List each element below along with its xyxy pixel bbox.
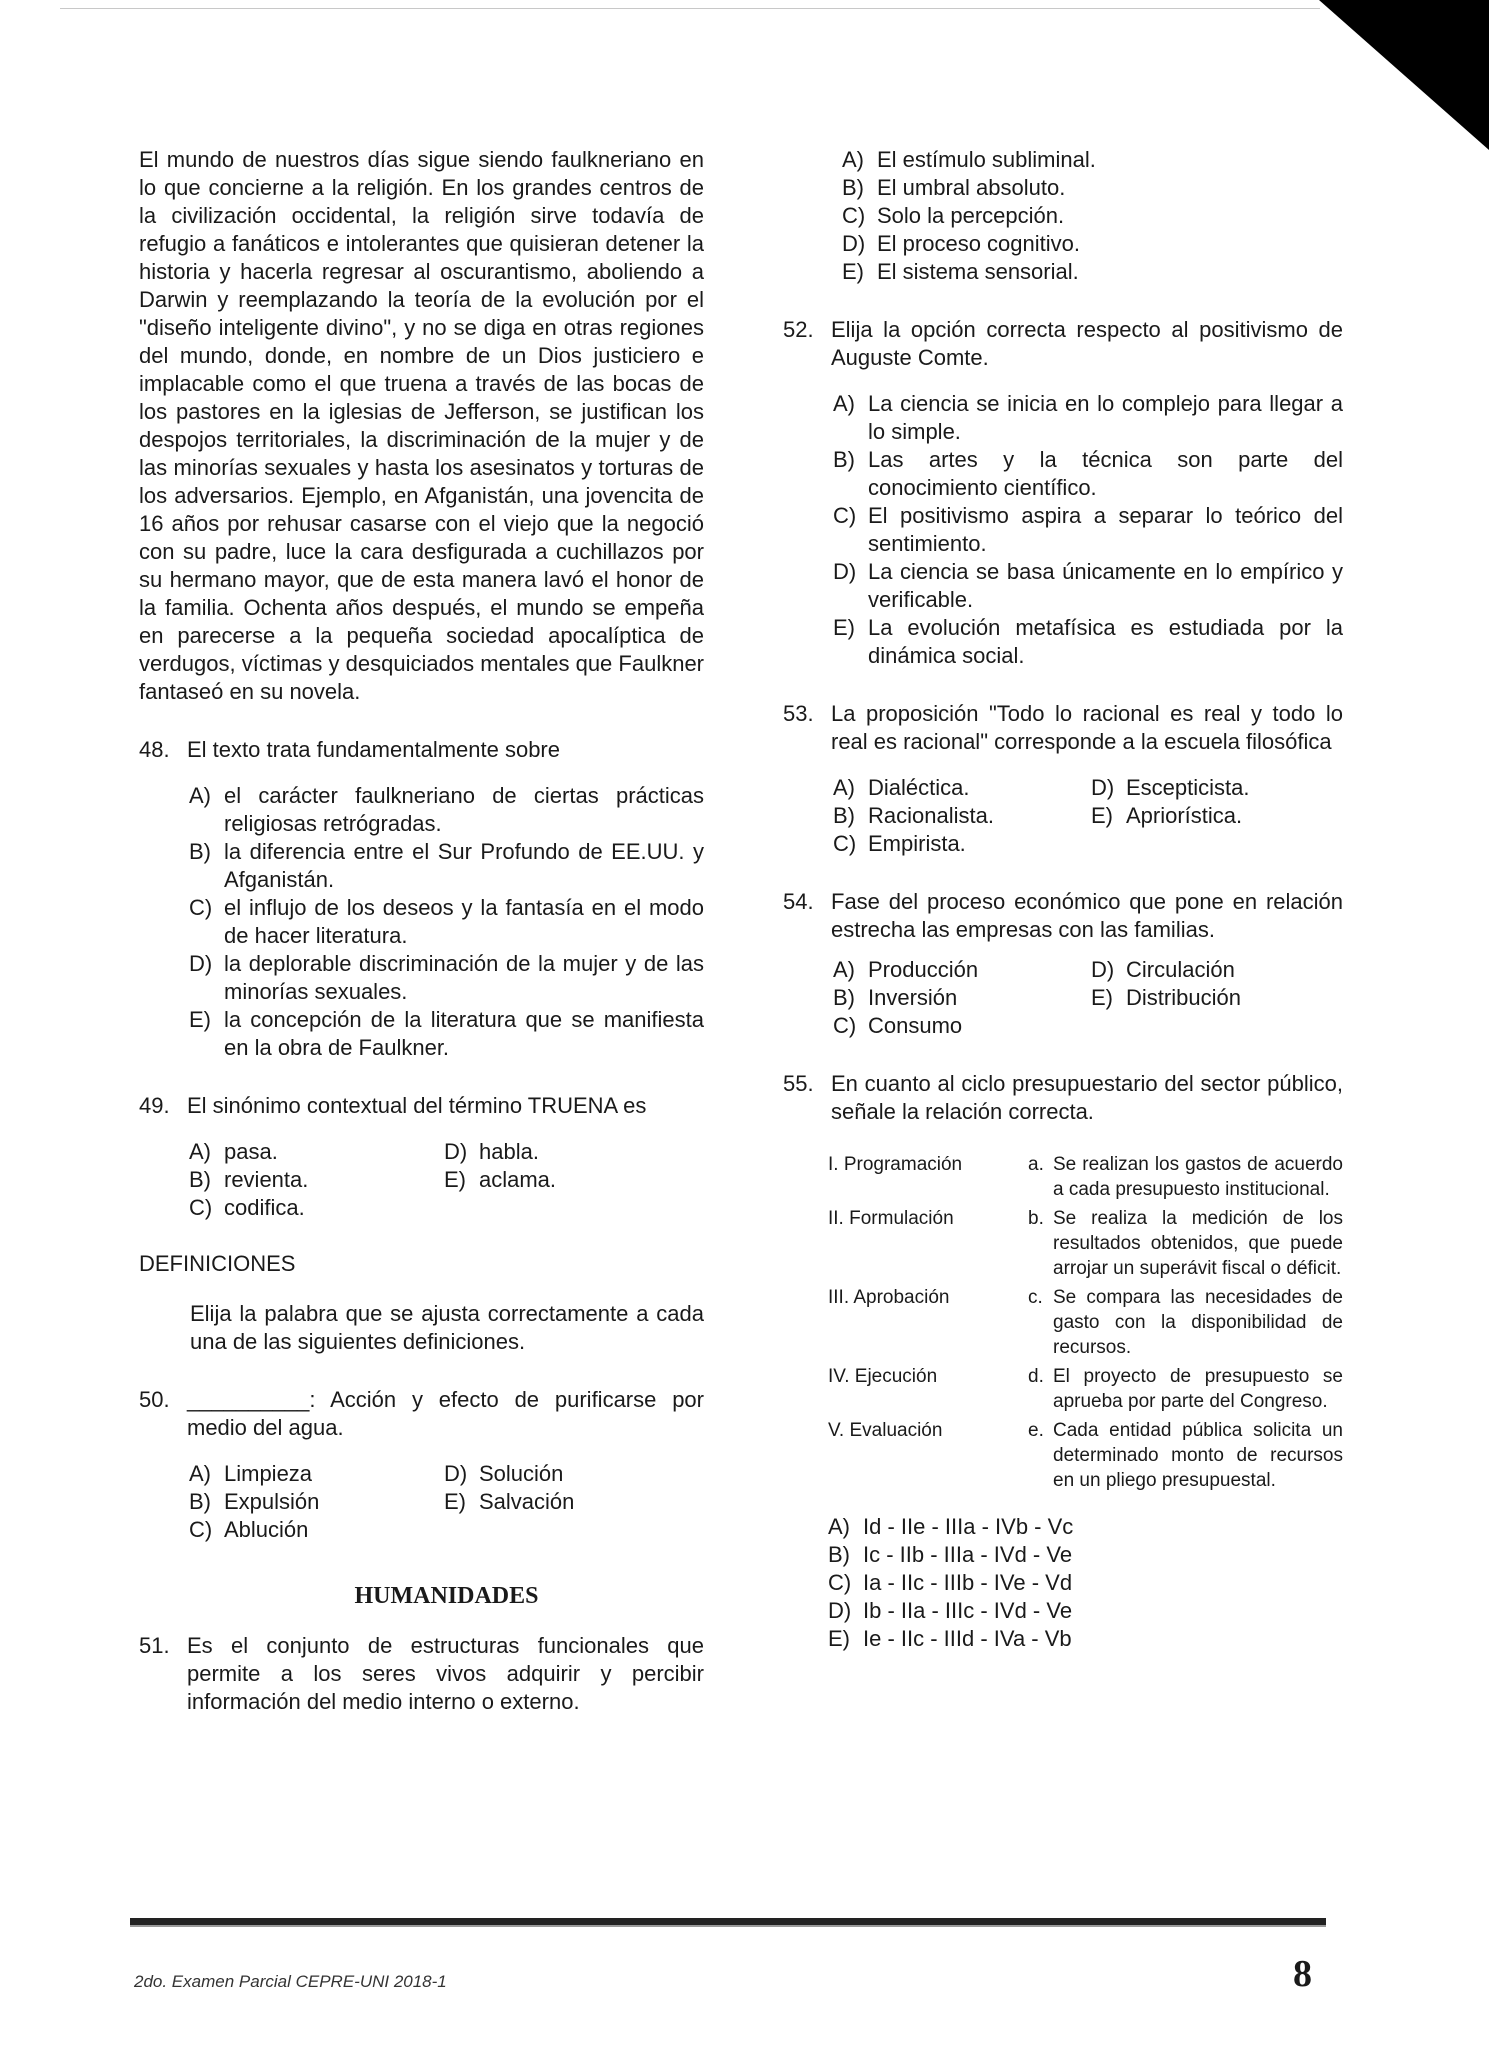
option-e bbox=[833, 614, 1343, 670]
match-row bbox=[828, 1418, 1343, 1493]
option-e bbox=[828, 1625, 1343, 1653]
question-number: 50. bbox=[139, 1387, 170, 1412]
question-51-options bbox=[783, 146, 1343, 286]
option-a bbox=[189, 1460, 444, 1488]
option-letter: B) bbox=[833, 985, 855, 1010]
option-c bbox=[833, 502, 1343, 558]
option-text: Ic - IIb - IIIa - IVd - Ve bbox=[863, 1542, 1073, 1567]
option-letter: A) bbox=[189, 783, 211, 808]
option-e bbox=[444, 1166, 704, 1194]
option-text: el carácter faulkneriano de ciertas prácticas religiosas retrógradas. bbox=[224, 783, 704, 836]
page-number: 8 bbox=[1293, 1953, 1312, 1995]
folded-corner-shadow bbox=[1319, 0, 1489, 150]
option-text: El estímulo subliminal. bbox=[877, 147, 1096, 172]
option-text: Ablución bbox=[224, 1517, 309, 1542]
question-text: Es el conjunto de estructuras funcionales que permite a los seres vivos adquirir y percibir información del medio interno o externo. bbox=[187, 1633, 704, 1714]
option-letter: E) bbox=[444, 1167, 466, 1192]
option-letter: A) bbox=[828, 1514, 850, 1539]
reading-passage: El mundo de nuestros días sigue siendo faulkneriano en lo que concierne a la religión. En los grandes centros de la civilización occidental, la religión sirve todavía de refugio a fanáticos e intolerantes que quisieran detener la historia y hacerla regresar al oscurantismo, aboliendo a Darwin y reemplazando la teoría de la evolución por el "diseño inteligente divino", y no se diga en otras regiones del mundo, donde, en nombre de un Dios justiciero e implacable como el que truena a través de las bocas de los pastores en la iglesias de Jefferson, se justifican los despojos territoriales, la discriminación de la mujer y de las minorías sexuales y hasta los asesinatos y torturas de los adversarios. Ejemplo, en Afganistán, una jovencita de 16 años por rehusar casarse con el viejo que la negoció con su padre, luce la cara desfigurada a cuchillazos por su hermano mayor, que de esta manera lavó el honor de la familia. Ochenta años después, el mundo se empeña en parecerse a la pequeña sociedad apocalíptica de verdugos, víctimas y desquiciados mentales que Faulkner fantaseó en su novela. bbox=[139, 147, 704, 704]
option-b bbox=[833, 984, 1091, 1012]
match-row bbox=[828, 1206, 1343, 1281]
question-number: 53. bbox=[783, 701, 814, 726]
option-a bbox=[833, 956, 1091, 984]
question-number: 48. bbox=[139, 737, 170, 762]
option-letter: B) bbox=[189, 1489, 211, 1514]
question-52-options bbox=[783, 390, 1343, 670]
option-c bbox=[842, 202, 1343, 230]
option-b bbox=[189, 1166, 444, 1194]
option-letter: C) bbox=[833, 1013, 857, 1038]
option-letter: A) bbox=[842, 147, 864, 172]
option-d bbox=[444, 1460, 704, 1488]
option-text: La evolución metafísica es estudiada por la dinámica social. bbox=[868, 615, 1343, 668]
option-text: revienta. bbox=[224, 1167, 309, 1192]
option-text: Producción bbox=[868, 957, 979, 982]
question-text: En cuanto al ciclo presupuestario del sector público, señale la relación correcta. bbox=[831, 1071, 1343, 1124]
option-b bbox=[833, 446, 1343, 502]
option-d bbox=[833, 558, 1343, 614]
option-text: Ie - IIc - IIId - IVa - Vb bbox=[863, 1626, 1072, 1651]
option-letter: A) bbox=[833, 775, 855, 800]
option-text: Consumo bbox=[868, 1013, 963, 1038]
option-letter: D) bbox=[1091, 957, 1115, 982]
option-text: Dialéctica. bbox=[868, 775, 970, 800]
option-letter: D) bbox=[1091, 775, 1115, 800]
definitions-instructions: Elija la palabra que se ajusta correctamente a cada una de las siguientes definiciones. bbox=[190, 1301, 704, 1354]
question-53 bbox=[783, 700, 1343, 756]
top-edge-line bbox=[60, 8, 1320, 9]
option-c bbox=[189, 894, 704, 950]
option-text: el influjo de los deseos y la fantasía en el modo de hacer literatura. bbox=[224, 895, 704, 948]
question-text: Fase del proceso económico que pone en relación estrecha las empresas con las familias. bbox=[831, 889, 1343, 942]
option-a bbox=[833, 774, 1091, 802]
option-a bbox=[833, 390, 1343, 446]
question-53-options bbox=[783, 774, 1343, 858]
option-text: El positivismo aspira a separar lo teórico del sentimiento. bbox=[868, 503, 1343, 556]
option-letter: B) bbox=[828, 1542, 850, 1567]
definitions-heading: DEFINICIONES bbox=[139, 1251, 296, 1276]
option-text: Salvación bbox=[479, 1489, 575, 1514]
match-description bbox=[1028, 1418, 1343, 1493]
option-c bbox=[833, 1012, 1091, 1040]
question-number: 55. bbox=[783, 1071, 814, 1096]
option-text: El umbral absoluto. bbox=[877, 175, 1066, 200]
question-number: 51. bbox=[139, 1633, 170, 1658]
option-text: La ciencia se basa únicamente en lo empírico y verificable. bbox=[868, 559, 1343, 612]
question-49 bbox=[139, 1092, 704, 1120]
right-column bbox=[783, 146, 1343, 1653]
match-row bbox=[828, 1285, 1343, 1360]
option-e bbox=[444, 1488, 704, 1516]
question-text: Elija la opción correcta respecto al positivismo de Auguste Comte. bbox=[831, 317, 1343, 370]
question-text: La proposición "Todo lo racional es real y todo lo real es racional" corresponde a la escuela filosófica bbox=[831, 701, 1343, 754]
footer-exam-title: 2do. Examen Parcial CEPRE-UNI 2018-1 bbox=[134, 1972, 447, 1991]
option-c bbox=[189, 1194, 444, 1222]
option-b bbox=[842, 174, 1343, 202]
option-text: Circulación bbox=[1126, 957, 1235, 982]
option-text: Ib - IIa - IIIc - IVd - Ve bbox=[863, 1598, 1073, 1623]
match-term: V. Evaluación bbox=[828, 1420, 943, 1441]
option-letter: C) bbox=[833, 503, 857, 528]
option-letter: C) bbox=[842, 203, 866, 228]
option-b bbox=[189, 838, 704, 894]
option-text: Solución bbox=[479, 1461, 564, 1486]
match-text: Se compara las necesidades de gasto con la disponibilidad de recursos. bbox=[1053, 1287, 1343, 1358]
question-text: El texto trata fundamentalmente sobre bbox=[187, 737, 560, 762]
option-a bbox=[842, 146, 1343, 174]
option-letter: D) bbox=[189, 951, 213, 976]
option-a bbox=[828, 1513, 1343, 1541]
question-number: 52. bbox=[783, 317, 814, 342]
question-50-options bbox=[139, 1460, 704, 1544]
option-letter: D) bbox=[444, 1139, 468, 1164]
match-row bbox=[828, 1152, 1343, 1202]
option-e bbox=[189, 1006, 704, 1062]
question-55 bbox=[783, 1070, 1343, 1126]
match-text: El proyecto de presupuesto se aprueba por parte del Congreso. bbox=[1053, 1366, 1343, 1412]
option-text: Escepticista. bbox=[1126, 775, 1250, 800]
option-d bbox=[1091, 774, 1343, 802]
option-text: El sistema sensorial. bbox=[877, 259, 1079, 284]
match-letter: d. bbox=[1028, 1366, 1044, 1387]
match-term: III. Aprobación bbox=[828, 1287, 950, 1308]
option-text: pasa. bbox=[224, 1139, 278, 1164]
option-letter: E) bbox=[833, 615, 855, 640]
option-text: El proceso cognitivo. bbox=[877, 231, 1080, 256]
option-letter: D) bbox=[444, 1461, 468, 1486]
question-52 bbox=[783, 316, 1343, 372]
question-49-options bbox=[139, 1138, 704, 1222]
option-b bbox=[833, 802, 1091, 830]
option-c bbox=[828, 1569, 1343, 1597]
option-letter: E) bbox=[842, 259, 864, 284]
option-text: La ciencia se inicia en lo complejo para llegar a lo simple. bbox=[868, 391, 1343, 444]
option-letter: C) bbox=[189, 895, 213, 920]
option-letter: A) bbox=[189, 1139, 211, 1164]
question-55-options bbox=[783, 1513, 1343, 1653]
question-51 bbox=[139, 1632, 704, 1716]
option-text: Racionalista. bbox=[868, 803, 994, 828]
question-48 bbox=[139, 736, 704, 764]
option-letter: C) bbox=[833, 831, 857, 856]
option-letter: E) bbox=[189, 1007, 211, 1032]
match-row bbox=[828, 1364, 1343, 1414]
option-text: Expulsión bbox=[224, 1489, 320, 1514]
match-text: Se realiza la medición de los resultados obtenidos, que puede arrojar un superávit fiscal o déficit. bbox=[1053, 1208, 1343, 1279]
option-text: habla. bbox=[479, 1139, 539, 1164]
question-50 bbox=[139, 1386, 704, 1442]
option-letter: E) bbox=[828, 1626, 850, 1651]
option-d bbox=[1091, 956, 1343, 984]
match-text: Cada entidad pública solicita un determinado monto de recursos en un pliego presupuestal. bbox=[1053, 1420, 1343, 1491]
option-text: Id - IIe - IIIa - IVb - Vc bbox=[863, 1514, 1074, 1539]
option-b bbox=[189, 1488, 444, 1516]
option-text: Distribución bbox=[1126, 985, 1241, 1010]
option-letter: E) bbox=[1091, 803, 1113, 828]
option-text: Apriorística. bbox=[1126, 803, 1243, 828]
option-e bbox=[842, 258, 1343, 286]
option-letter: B) bbox=[833, 447, 855, 472]
option-text: Las artes y la técnica son parte del conocimiento científico. bbox=[868, 447, 1343, 500]
match-letter: b. bbox=[1028, 1208, 1044, 1229]
left-column bbox=[139, 146, 704, 1716]
option-a bbox=[189, 1138, 444, 1166]
question-48-options bbox=[139, 782, 704, 1062]
option-letter: D) bbox=[828, 1598, 852, 1623]
match-description bbox=[1028, 1206, 1343, 1281]
option-letter: E) bbox=[1091, 985, 1113, 1010]
option-letter: B) bbox=[842, 175, 864, 200]
option-text: la concepción de la literatura que se manifiesta en la obra de Faulkner. bbox=[224, 1007, 704, 1060]
option-e bbox=[1091, 984, 1343, 1012]
question-number: 54. bbox=[783, 889, 814, 914]
match-letter: e. bbox=[1028, 1420, 1044, 1441]
matching-table bbox=[783, 1152, 1343, 1493]
option-c bbox=[189, 1516, 444, 1544]
match-text: Se realizan los gastos de acuerdo a cada presupuesto institucional. bbox=[1053, 1154, 1343, 1200]
option-c bbox=[833, 830, 1091, 858]
match-description bbox=[1028, 1285, 1343, 1360]
option-letter: D) bbox=[842, 231, 866, 256]
section-title: HUMANIDADES bbox=[354, 1583, 539, 1609]
question-text: __________: Acción y efecto de purificarse por medio del agua. bbox=[187, 1387, 704, 1440]
option-d bbox=[189, 950, 704, 1006]
option-text: Inversión bbox=[868, 985, 958, 1010]
option-text: Solo la percepción. bbox=[877, 203, 1065, 228]
option-letter: A) bbox=[833, 391, 855, 416]
match-letter: c. bbox=[1028, 1287, 1043, 1308]
option-letter: E) bbox=[444, 1489, 466, 1514]
match-term: I. Programación bbox=[828, 1154, 963, 1175]
match-letter: a. bbox=[1028, 1154, 1044, 1175]
match-term: II. Formulación bbox=[828, 1208, 954, 1229]
option-text: la diferencia entre el Sur Profundo de EE.UU. y Afganistán. bbox=[224, 839, 704, 892]
option-e bbox=[1091, 802, 1343, 830]
option-d bbox=[828, 1597, 1343, 1625]
option-text: la deplorable discriminación de la mujer y de las minorías sexuales. bbox=[224, 951, 704, 1004]
option-letter: A) bbox=[189, 1461, 211, 1486]
match-term: IV. Ejecución bbox=[828, 1366, 938, 1387]
question-54 bbox=[783, 888, 1343, 944]
option-letter: D) bbox=[833, 559, 857, 584]
option-text: aclama. bbox=[479, 1167, 557, 1192]
option-letter: B) bbox=[189, 1167, 211, 1192]
footer-rule bbox=[130, 1918, 1326, 1927]
option-letter: B) bbox=[833, 803, 855, 828]
question-text: El sinónimo contextual del término TRUENA es bbox=[187, 1093, 647, 1118]
option-text: Limpieza bbox=[224, 1461, 313, 1486]
match-description bbox=[1028, 1152, 1343, 1202]
option-d bbox=[444, 1138, 704, 1166]
option-letter: B) bbox=[189, 839, 211, 864]
question-number: 49. bbox=[139, 1093, 170, 1118]
option-text: Ia - IIc - IIIb - IVe - Vd bbox=[863, 1570, 1073, 1595]
option-b bbox=[828, 1541, 1343, 1569]
option-a bbox=[189, 782, 704, 838]
option-text: Empirista. bbox=[868, 831, 966, 856]
match-description bbox=[1028, 1364, 1343, 1414]
option-letter: C) bbox=[189, 1195, 213, 1220]
question-54-options bbox=[783, 956, 1343, 1040]
option-letter: A) bbox=[833, 957, 855, 982]
option-d bbox=[842, 230, 1343, 258]
option-letter: C) bbox=[189, 1517, 213, 1542]
option-letter: C) bbox=[828, 1570, 852, 1595]
option-text: codifica. bbox=[224, 1195, 305, 1220]
